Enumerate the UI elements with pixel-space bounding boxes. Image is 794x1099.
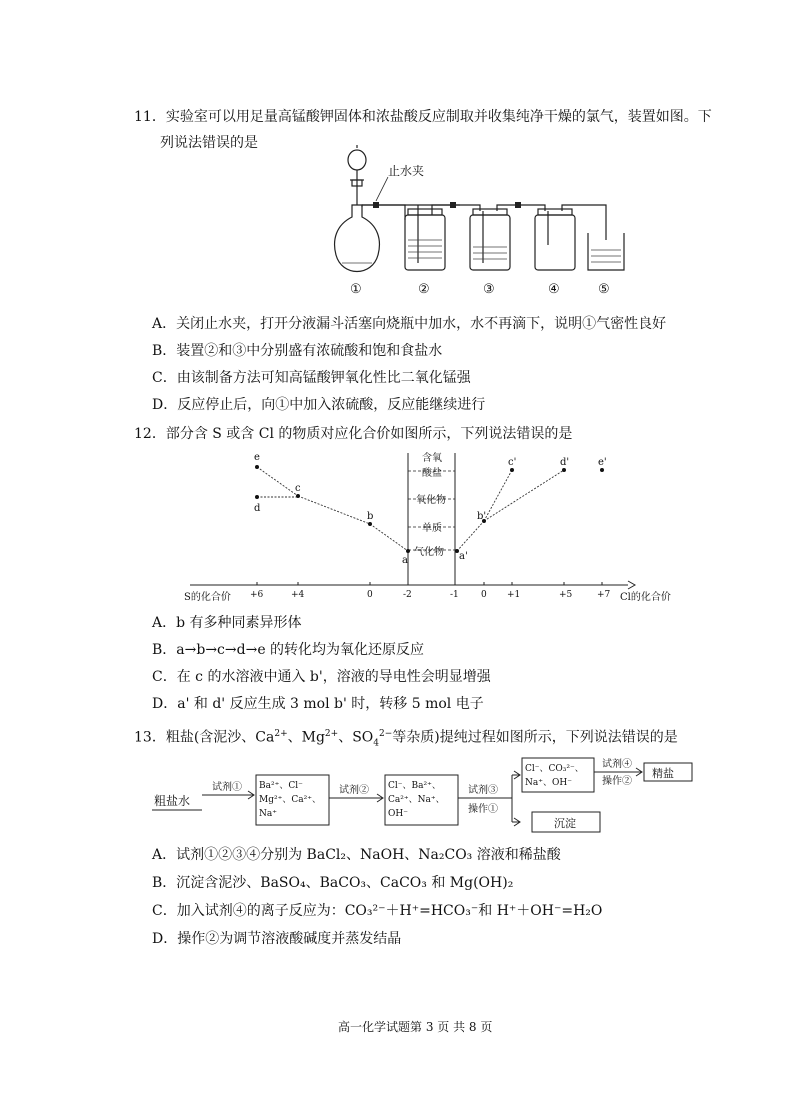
q13-option-a: A．试剂①②③④分别为 BaCl₂、NaOH、Na₂CO₃ 溶液和稀盐酸 xyxy=(152,847,561,863)
point-label-c: c xyxy=(295,483,301,494)
q13-ca-charge: 2+ xyxy=(274,729,288,739)
flow-op1: 操作① xyxy=(468,804,498,815)
page-footer: 高一化学试题第 3 页 共 8 页 xyxy=(338,1020,493,1034)
q12-option-a: A．b 有多种同素异形体 xyxy=(152,615,302,631)
s-tick-0: 0 xyxy=(367,590,373,600)
s-tick-minus2: -2 xyxy=(403,590,412,600)
q13-option-c: C．加入试剂④的离子反应为：CO₃²⁻＋H⁺=HCO₃⁻和 H⁺＋OH⁻=H₂O xyxy=(152,903,603,919)
q12-stem: 12．部分含 S 或含 Cl 的物质对应化合价如图所示，下列说法错误的是 xyxy=(134,426,573,442)
flow-reagent4: 试剂④ xyxy=(602,759,632,770)
q13-so-subscript: 4 xyxy=(373,738,380,749)
q12-option-d: D．a' 和 d' 反应生成 3 mol b' 时，转移 5 mol 电子 xyxy=(152,696,484,712)
q13-stem-mid1: 、Mg xyxy=(287,729,325,746)
point-label-e: e xyxy=(254,452,260,463)
flow-product: 精盐 xyxy=(652,767,674,780)
q13-option-d: D．操作②为调节溶液酸碱度并蒸发结晶 xyxy=(152,931,402,947)
s-axis-label: S的化合价 xyxy=(184,592,231,603)
point-label-a: a xyxy=(402,555,408,566)
category-oxyacid-1: 含氧 xyxy=(422,453,442,464)
q13-stem-pre: 13．粗盐(含泥沙、Ca xyxy=(134,729,275,746)
q13-stem-post: 等杂质)提纯过程如图所示，下列说法错误的是 xyxy=(392,729,678,746)
cl-tick-minus1: -1 xyxy=(450,590,459,600)
point-label-d: d xyxy=(254,503,261,514)
q11-option-b: B．装置②和③中分别盛有浓硫酸和饱和食盐水 xyxy=(152,343,443,359)
category-hydride: 气化物 xyxy=(414,547,444,558)
q13-so-charge: 2− xyxy=(379,729,393,739)
flow-box1-line3: Na⁺ xyxy=(259,809,277,819)
point-label-b: b xyxy=(367,511,374,522)
flow-box1-line2: Mg²⁺、Ca²⁺、 xyxy=(259,795,321,805)
category-oxyacid-2: 酸盐 xyxy=(422,468,442,479)
s-tick-plus6: +6 xyxy=(250,590,264,600)
apparatus-label-5: ⑤ xyxy=(598,282,610,297)
cl-tick-0: 0 xyxy=(481,590,487,600)
flow-box2-line1: Cl⁻、Ba²⁺、 xyxy=(388,781,441,791)
q11-stem-line2: 列说法错误的是 xyxy=(160,135,258,151)
category-oxide: 氧化物 xyxy=(416,495,446,506)
cl-tick-plus5: +5 xyxy=(559,590,573,600)
q13-stem-mid2: 、SO xyxy=(338,729,374,746)
point-label-a-prime: a' xyxy=(459,551,468,562)
flow-box3-line1: Cl⁻、CO₃²⁻、 xyxy=(525,764,584,774)
flow-box3-line2: Na⁺、OH⁻ xyxy=(525,778,572,788)
flow-start: 粗盐水 xyxy=(154,794,191,808)
s-tick-plus4: +4 xyxy=(291,590,305,600)
category-element: 单质 xyxy=(422,523,442,534)
point-label-b-prime: b' xyxy=(477,511,487,522)
point-label-d-prime: d' xyxy=(560,457,570,468)
flow-reagent1: 试剂① xyxy=(212,782,242,793)
flow-box2-line3: OH⁻ xyxy=(388,809,408,819)
cl-axis-label: Cl的化合价 xyxy=(620,592,671,603)
q11-apparatus-diagram xyxy=(330,145,635,300)
cl-tick-plus7: +7 xyxy=(597,590,611,600)
flow-reagent2: 试剂② xyxy=(339,785,369,796)
q11-option-a: A．关闭止水夹，打开分液漏斗活塞向烧瓶中加水，水不再滴下，说明①气密性良好 xyxy=(152,316,667,332)
apparatus-label-4: ④ xyxy=(548,282,560,297)
q13-option-b: B．沉淀含泥沙、BaSO₄、BaCO₃、CaCO₃ 和 Mg(OH)₂ xyxy=(152,875,514,891)
point-label-e-prime: e' xyxy=(598,457,607,468)
flow-op2: 操作② xyxy=(602,776,632,787)
point-label-c-prime: c' xyxy=(508,457,517,468)
q12-option-b: B．a→b→c→d→e 的转化均为氧化还原反应 xyxy=(152,642,425,658)
q11-stem-line1: 11．实验室可以用足量高锰酸钾固体和浓盐酸反应制取并收集纯净干燥的氯气，装置如图。下 xyxy=(134,109,712,125)
q11-option-d: D．反应停止后，向①中加入浓硫酸，反应能继续进行 xyxy=(152,397,486,413)
q12-option-c: C．在 c 的水溶液中通入 b'，溶液的导电性会明显增强 xyxy=(152,669,491,685)
clamp-label: 止水夹 xyxy=(388,164,425,178)
q13-mg-charge: 2+ xyxy=(324,729,339,739)
apparatus-label-3: ③ xyxy=(483,282,495,297)
cl-tick-plus1: +1 xyxy=(507,590,521,600)
apparatus-label-2: ② xyxy=(418,282,430,297)
q12-valence-chart xyxy=(180,445,700,605)
apparatus-label-1: ① xyxy=(350,282,362,297)
q11-option-c: C．由该制备方法可知高锰酸钾氧化性比二氧化锰强 xyxy=(152,370,471,386)
flow-reagent3: 试剂③ xyxy=(468,785,498,796)
q13-flow-diagram xyxy=(150,750,725,840)
flow-precipitate: 沉淀 xyxy=(554,817,576,830)
flow-box2-line2: Ca²⁺、Na⁺、 xyxy=(388,795,445,805)
flow-box1-line1: Ba²⁺、Cl⁻ xyxy=(259,781,303,791)
